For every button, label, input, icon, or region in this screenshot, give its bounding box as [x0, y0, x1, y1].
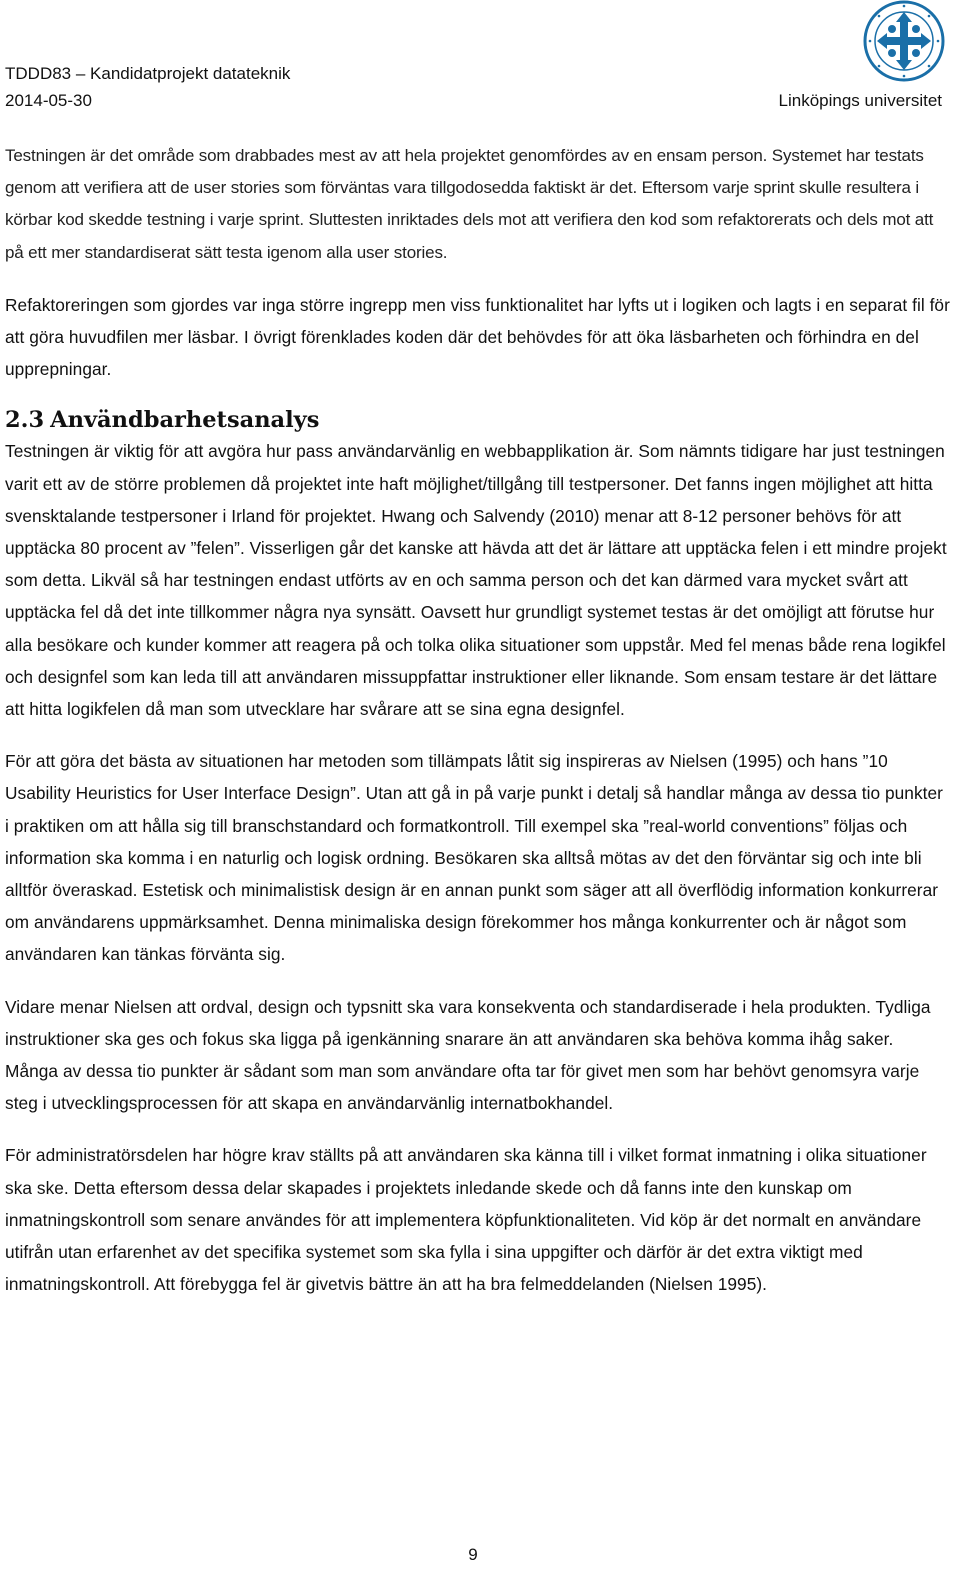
paragraph-admin-input: För administratörsdelen har högre krav ställts på att användaren ska känna till i vilket format inmatning i olika situationer ska ske. Detta eftersom dessa delar skapades i projektets inledande skede och då fanns inte den kunskap om inmatningskontroll som senare användes för att implementera köpfunktionaliteten. Vid köp är det normalt en användare utifrån utan erfarenhet av det specifika systemet som ska fylla i sina uppgifter och därför är det extra viktigt med inmatningskontroll. Att förebygga fel är givetvis bättre än att ha bra felmeddelanden (Nielsen 1995).	[5, 1145, 927, 1295]
course-title: TDDD83 – Kandidatprojekt datateknik	[5, 64, 291, 83]
paragraph-usability-testing: Testningen är viktig för att avgöra hur pass användarvänlig en webbapplikation är. Som nämnts tidigare har just testningen varit ett av de större problemen då projektet inte haft möjlighet/tillgång till testpersoner. Det fanns ingen möjlighet att hitta svensktalande testpersoner i Irland för projektet. Hwang och Salvendy (2010) menar att 8-12 personer behövs för att upptäcka 80 procent av ”felen”. Visserligen går det kanske att hävda att det är lättare att upptäcka felen i ett mindre projekt som detta. Likväl så har testningen endast utförts av en och samma person och det kan därmed vara mycket svårt att upptäcka fel då det inte tillkommer några nya synsätt. Oavsett hur grundligt systemet testas är det omöjligt att förutse hur alla besökare och kunder kommer att reagera på och tolka olika situationer som uppstår. Med fel menas både rena logikfel och designfel som kan leda till att användaren missuppfattar instruktioner eller liknande. Som ensam testare är det lättare att hitta logikfelen då man som utvecklare har svårare att se sina egna designfel.	[5, 441, 947, 720]
section-title: Användbarhetsanalys	[50, 407, 320, 434]
section-number: 2.3	[5, 407, 45, 434]
paragraph-nielsen-heuristics: För att göra det bästa av situationen har metoden som tillämpats låtit sig inspireras av Nielsen (1995) och hans ”10 Usability Heuristics for User Interface Design”. Utan att gå in på varje punkt i detalj så handlar många av dessa tio punkter i praktiken om att hålla sig till branschstandard och formatkontroll. Till exempel ska ”real-world conventions” följas och information ska komma i en naturlig och logisk ordning. Besökaren ska alltså mötas av det den förväntar sig och inte bli alltför överaskad. Estetisk och minimalistisk design är en annan punkt som säger att all överflödig information konkurrerar om användarens uppmärksamhet. Denna minimaliska design förekommer hos många konkurrenter och är något som användaren kan tänkas förvänta sig.	[5, 751, 943, 965]
body-text	[5, 140, 950, 1321]
page-header-left	[5, 60, 290, 114]
liu-university-seal-icon	[862, 0, 946, 82]
section-heading	[5, 405, 950, 435]
header-date: 2014-05-30	[5, 91, 92, 110]
header-university: Linköpings universitet	[778, 91, 942, 110]
page-number: 9	[468, 1545, 478, 1564]
paragraph-consistency: Vidare menar Nielsen att ordval, design och typsnitt ska vara konsekventa och standardiserade i hela produkten. Tydliga instruktioner ska ges och fokus ska ligga på igenkänning snarare än att användaren ska behöva komma ihåg saker. Många av dessa tio punkter är sådant som man som användare ofta tar för givet men som har behövt genomsyra varje steg i utvecklingsprocessen för att skapa en användarvänlig internatbokhandel.	[5, 996, 931, 1114]
paragraph-testing: Testningen är det område som drabbades mest av att hela projektet genomfördes av en ensam person. Systemet har testats genom att verifiera att de user stories som förväntas vara tillgodosedda faktiskt är det. Eftersom varje sprint skulle resultera i körbar kod skedde testning i varje sprint. Sluttesten inriktades dels mot att verifiera den kod som refaktorerats och dels mot att på ett mer standardiserat sätt testa igenom alla user stories.	[5, 146, 934, 262]
paragraph-refactoring: Refaktoreringen som gjordes var inga större ingrepp men viss funktionalitet har lyfts ut i logiken och lagts i en separat fil för att göra huvudfilen mer läsbar. I övrigt förenklades koden där det behövdes för att öka läsbarheten och förhindra en del upprepningar.	[5, 294, 950, 380]
